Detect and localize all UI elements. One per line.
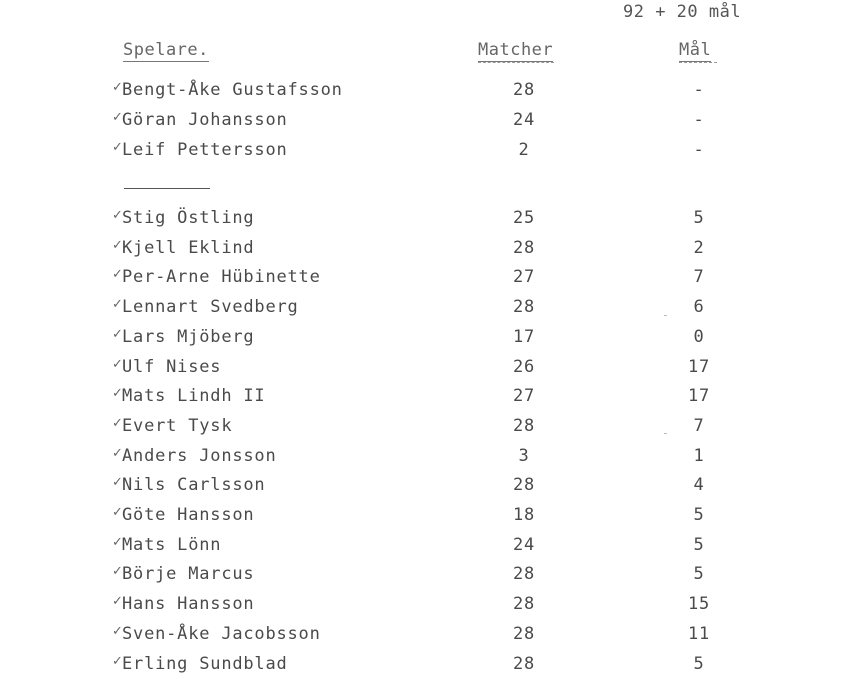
table-row [0, 80, 866, 104]
checkmark-icon: ✓ [112, 386, 124, 402]
goals-value: 6 [693, 297, 705, 318]
matches-value: 27 [512, 267, 536, 288]
player-name: Mats Lindh II [122, 386, 266, 407]
player-name: Ulf Nises [122, 356, 222, 377]
column-header-matches: Matcher [478, 40, 554, 60]
checkmark-icon: ✓ [112, 297, 124, 313]
matches-value: 18 [512, 505, 536, 525]
column-header-player: Spelare. [123, 40, 209, 60]
checkmark-icon: ✓ [112, 267, 124, 283]
checkmark-icon: ✓ [112, 356, 124, 372]
player-name: Leif Pettersson [122, 140, 288, 160]
goals-value: 7 [693, 415, 705, 436]
matches-value: 28 [512, 475, 536, 496]
checkmark-icon: ✓ [112, 594, 124, 610]
table-row [0, 110, 866, 134]
matches-value: 26 [512, 356, 536, 377]
matches-value: 28 [512, 237, 536, 258]
pencil-mark [664, 433, 667, 434]
section-divider [124, 188, 210, 189]
matches-value: 28 [512, 594, 536, 615]
goals-header-dashed-rule [679, 62, 717, 63]
checkmark-icon: ✓ [112, 653, 124, 669]
goals-value: - [693, 80, 705, 100]
table-row [0, 297, 866, 321]
goals-value: 5 [693, 534, 705, 555]
player-name: Lennart Svedberg [122, 297, 299, 318]
goals-value: 11 [687, 623, 711, 644]
checkmark-icon: ✓ [112, 475, 124, 491]
player-name: Bengt-Åke Gustafsson [122, 80, 343, 100]
checkmark-icon: ✓ [112, 326, 124, 342]
table-row [0, 446, 866, 470]
table-row [0, 594, 866, 618]
matches-value: 28 [512, 80, 536, 100]
goals-value: 1 [693, 445, 705, 466]
matches-value: 28 [512, 297, 536, 318]
goals-value: 17 [687, 386, 711, 407]
goals-value: 17 [687, 356, 711, 377]
goals-value: 5 [693, 505, 705, 525]
player-name: Nils Carlsson [122, 475, 266, 496]
player-name: Per-Arne Hübinette [122, 267, 321, 288]
checkmark-icon: ✓ [112, 505, 124, 520]
goals-value: 2 [693, 237, 705, 258]
goals-value: - [693, 140, 705, 160]
total-goals-note: 92 + 20 mål [623, 2, 742, 22]
player-name: Börje Marcus [122, 564, 255, 585]
table-row [0, 416, 866, 440]
matches-value: 25 [512, 208, 536, 228]
table-row [0, 564, 866, 588]
checkmark-icon: ✓ [112, 564, 124, 580]
table-row [0, 238, 866, 262]
column-header-goals: Mål [679, 40, 712, 60]
matches-value: 17 [512, 326, 536, 347]
matches-value: 27 [512, 386, 536, 407]
table-row [0, 654, 866, 678]
goals-value: 5 [693, 208, 705, 228]
table-row [0, 208, 866, 232]
table-row [0, 327, 866, 351]
checkmark-icon: ✓ [112, 110, 124, 125]
goals-value: 0 [693, 326, 705, 347]
player-name: Erling Sundblad [122, 653, 288, 674]
matches-header-dashed-rule [478, 62, 554, 63]
goals-value: 5 [693, 653, 705, 674]
table-row [0, 357, 866, 381]
player-name: Sven-Åke Jacobsson [122, 623, 321, 644]
player-name: Lars Mjöberg [122, 326, 255, 347]
table-row [0, 624, 866, 648]
checkmark-icon: ✓ [112, 80, 124, 95]
matches-value: 28 [512, 415, 536, 436]
table-row [0, 505, 866, 529]
player-name: Hans Hansson [122, 594, 255, 615]
goals-value: - [693, 110, 705, 130]
matches-value: 24 [512, 110, 536, 130]
player-name: Göran Johansson [122, 110, 288, 130]
checkmark-icon: ✓ [112, 208, 124, 223]
player-name: Evert Tysk [122, 415, 233, 436]
checkmark-icon: ✓ [112, 415, 124, 431]
matches-value: 3 [518, 445, 530, 466]
matches-value: 28 [512, 623, 536, 644]
table-row [0, 140, 866, 164]
matches-value: 24 [512, 534, 536, 555]
pencil-mark [664, 315, 667, 316]
table-row [0, 267, 866, 291]
goals-value: 15 [687, 594, 711, 615]
player-name: Kjell Eklind [122, 237, 255, 258]
checkmark-icon: ✓ [112, 140, 124, 155]
checkmark-icon: ✓ [112, 237, 124, 253]
matches-value: 28 [512, 653, 536, 674]
player-name: Anders Jonsson [122, 445, 277, 466]
checkmark-icon: ✓ [112, 623, 124, 639]
player-name: Stig Östling [122, 208, 255, 228]
checkmark-icon: ✓ [112, 445, 124, 461]
table-row [0, 535, 866, 559]
player-name: Mats Lönn [122, 534, 222, 555]
goals-value: 7 [693, 267, 705, 288]
table-row [0, 475, 866, 499]
goals-value: 4 [693, 475, 705, 496]
player-name: Göte Hansson [122, 505, 255, 525]
table-row [0, 386, 866, 410]
checkmark-icon: ✓ [112, 534, 124, 550]
matches-value: 2 [518, 140, 530, 160]
goals-value: 5 [693, 564, 705, 585]
matches-value: 28 [512, 564, 536, 585]
